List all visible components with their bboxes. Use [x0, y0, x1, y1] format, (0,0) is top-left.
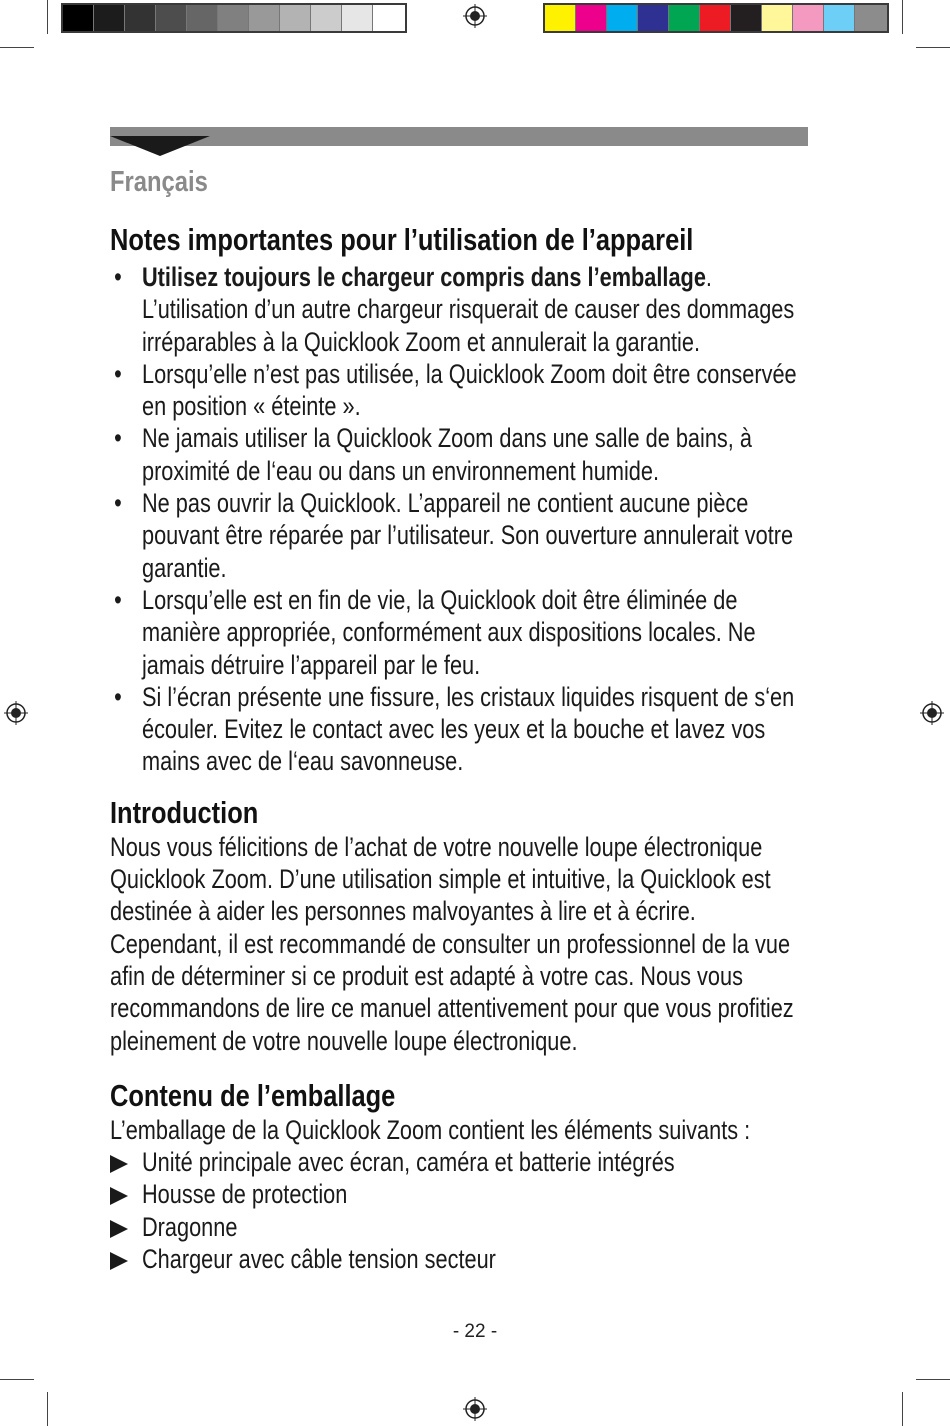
- swatch: [156, 5, 187, 31]
- list-item: [110, 681, 807, 778]
- notes-title: Notes importantes pour l’utilisation de l’appareil: [110, 222, 694, 257]
- list-item: [110, 1178, 807, 1210]
- notes-item-text: Si l’écran présente une fissure, les cristaux liquides risquent de s‘en écouler. Evitez le contact avec les yeux et la bouche et lavez vos mains avec de l‘eau savonneuse.: [141, 681, 795, 777]
- registration-mark-icon: [463, 4, 487, 28]
- notes-list: [110, 261, 807, 778]
- registration-mark-icon: [463, 1397, 487, 1421]
- swatch: [249, 5, 280, 31]
- list-item: [110, 261, 807, 358]
- swatch: [94, 5, 125, 31]
- page-content: [110, 222, 807, 1275]
- package-intro: L’emballage de la Quicklook Zoom contient les éléments suivants :: [110, 1114, 751, 1145]
- page-number: - 22 -: [452, 1321, 498, 1342]
- notes-item-bold: Utilisez toujours le chargeur compris dans l’emballage: [141, 262, 706, 292]
- swatch: [669, 5, 700, 31]
- notes-item-text: Ne jamais utiliser la Quicklook Zoom dans une salle de bains, à proximité de l‘eau ou dans un environnement humide.: [141, 423, 752, 486]
- swatch: [545, 5, 576, 31]
- registration-mark-icon: [920, 701, 944, 725]
- package-item-text: Chargeur avec câble tension secteur: [141, 1244, 496, 1275]
- swatch: [638, 5, 669, 31]
- crop-mark: [916, 1379, 950, 1380]
- swatch: [218, 5, 249, 31]
- crop-mark: [47, 1392, 48, 1426]
- bullet: •: [114, 681, 122, 712]
- bullet: •: [114, 584, 122, 615]
- section-header-arrow: [110, 136, 210, 156]
- grayscale-color-bar: [61, 3, 407, 33]
- triangle-bullet-icon: [110, 1252, 128, 1270]
- list-item: [110, 487, 807, 584]
- triangle-bullet-icon: [110, 1187, 128, 1205]
- crop-mark: [902, 1392, 903, 1426]
- swatch: [373, 5, 405, 31]
- bullet: •: [114, 262, 122, 292]
- swatch: [187, 5, 218, 31]
- swatch: [576, 5, 607, 31]
- introduction-text: Nous vous félicitions de l’achat de votre nouvelle loupe électronique Quicklook Zoom. D’une utilisation simple et intuitive, la Quicklook est destinée à aider les personnes malvoyantes à lire et à écrire. Cependant, il est recommandé de consulter un professionnel de la vue afin de déterminer si ce produit est adapté à votre cas. Nous vous recommandons de lire ce manuel attentivement pour que vous profitiez pleinement de votre nouvelle loupe électronique.: [110, 831, 794, 1056]
- package-item-text: Dragonne: [141, 1211, 238, 1242]
- introduction-title: Introduction: [110, 794, 259, 830]
- crop-mark: [902, 0, 903, 34]
- swatch: [700, 5, 731, 31]
- notes-item-text: Ne pas ouvrir la Quicklook. L’appareil ne contient aucune pièce pouvant être réparée par l’utilisateur. Son ouverture annulerait votre garantie.: [141, 488, 794, 583]
- crop-mark: [47, 0, 48, 34]
- registration-mark-icon: [4, 701, 28, 725]
- list-item: [110, 1211, 807, 1243]
- bullet: •: [114, 358, 122, 389]
- notes-item-text: Lorsqu’elle est en fin de vie, la Quicklook doit être éliminée de manière appropriée, conformément aux dispositions locales. Ne jamais détruire l’appareil par le feu.: [141, 584, 756, 680]
- package-item-text: Housse de protection: [141, 1179, 348, 1210]
- language-label: Français: [110, 166, 208, 198]
- crop-mark: [0, 47, 34, 48]
- swatch: [855, 5, 887, 31]
- swatch: [793, 5, 824, 31]
- swatch: [125, 5, 156, 31]
- crop-mark: [916, 47, 950, 48]
- swatch: [762, 5, 793, 31]
- bullet: •: [114, 488, 122, 519]
- package-list: [110, 1146, 807, 1275]
- triangle-bullet-icon: [110, 1155, 128, 1173]
- list-item: [110, 358, 807, 423]
- list-item: [110, 584, 807, 681]
- swatch: [63, 5, 94, 31]
- notes-item-text: Lorsqu’elle n’est pas utilisée, la Quicklook Zoom doit être conservée en position « éteinte ».: [141, 358, 797, 422]
- swatch: [342, 5, 373, 31]
- swatch: [311, 5, 342, 31]
- section-header-band: [110, 127, 808, 146]
- crop-mark: [0, 1379, 34, 1380]
- triangle-bullet-icon: [110, 1220, 128, 1238]
- process-color-bar: [543, 3, 889, 33]
- swatch: [824, 5, 855, 31]
- package-title: Contenu de l’emballage: [110, 1077, 396, 1113]
- swatch: [731, 5, 762, 31]
- list-item: [110, 1243, 807, 1275]
- swatch: [607, 5, 638, 31]
- notes-item-text: . L’utilisation d’un autre chargeur risquerait de causer des dommages irréparables à la Quicklook Zoom et annulerait la garantie.: [141, 262, 795, 357]
- package-item-text: Unité principale avec écran, caméra et batterie intégrés: [141, 1147, 675, 1178]
- list-item: [110, 422, 807, 487]
- list-item: [110, 1146, 807, 1178]
- bullet: •: [114, 423, 122, 454]
- swatch: [280, 5, 311, 31]
